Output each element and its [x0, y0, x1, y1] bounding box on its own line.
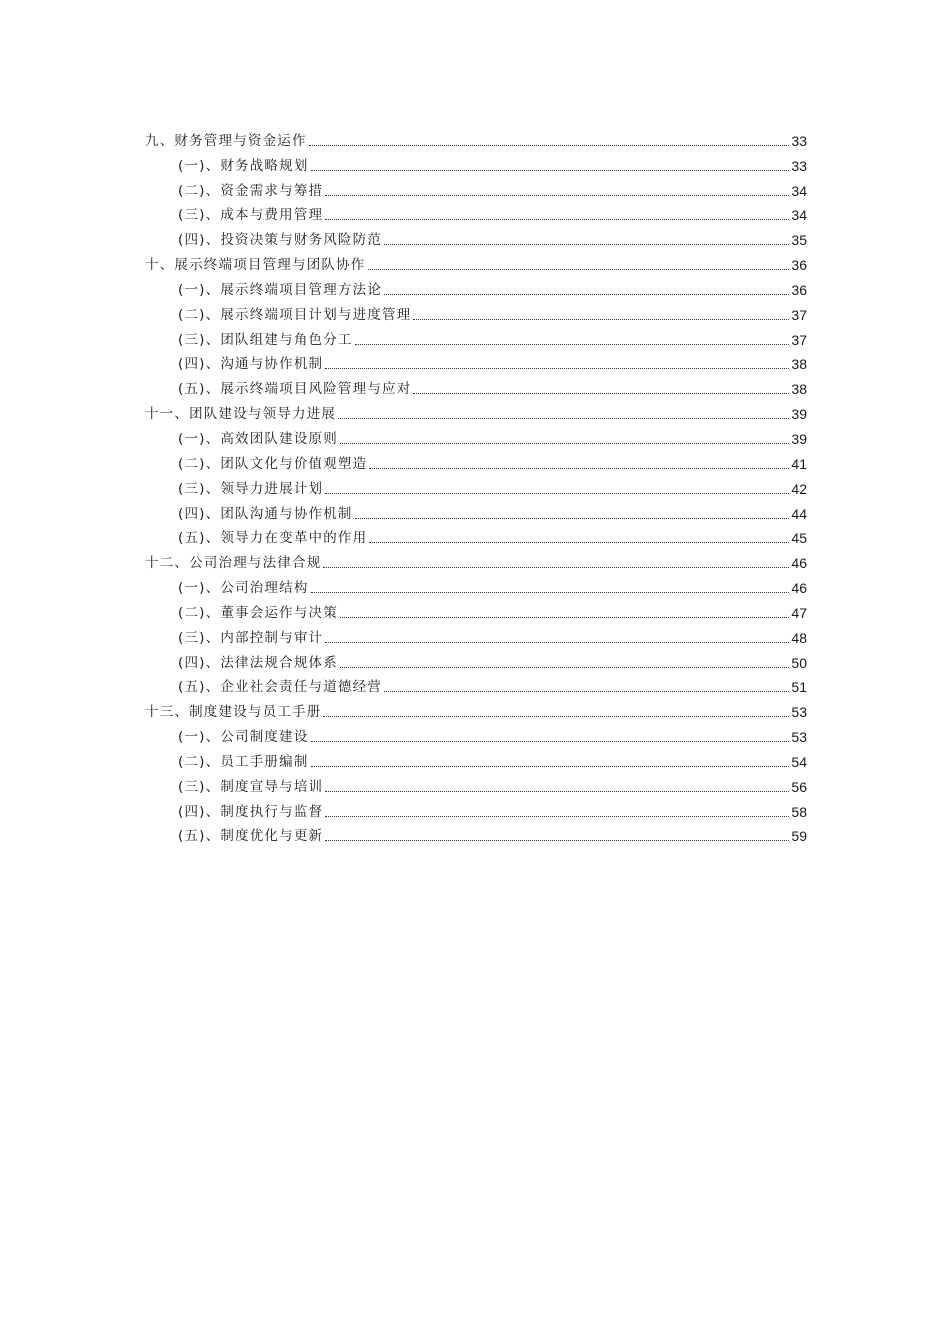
- toc-entry-title: (四)、制度执行与监督: [178, 803, 324, 820]
- toc-section-entry[interactable]: [145, 423, 807, 448]
- toc-page-number: 50: [791, 654, 807, 671]
- toc-dot-leader: [325, 195, 789, 196]
- toc-section-entry[interactable]: [145, 721, 807, 746]
- toc-page-number: 34: [791, 207, 807, 224]
- toc-entry-title: (四)、法律法规合规体系: [178, 654, 338, 671]
- toc-dot-leader: [311, 170, 790, 171]
- toc-section-entry[interactable]: [145, 274, 807, 299]
- toc-entry-title: 十、展示终端项目管理与团队协作: [145, 257, 366, 274]
- toc-entry-title: (二)、董事会运作与决策: [178, 604, 338, 621]
- toc-page-number: 58: [791, 803, 807, 820]
- toc-dot-leader: [311, 741, 790, 742]
- toc-entry-title: (一)、展示终端项目管理方法论: [178, 281, 383, 298]
- toc-section-entry[interactable]: [145, 523, 807, 548]
- toc-entry-title: (五)、企业社会责任与道德经营: [178, 679, 383, 696]
- toc-dot-leader: [325, 219, 789, 220]
- toc-dot-leader: [325, 642, 789, 643]
- toc-dot-leader: [369, 468, 789, 469]
- toc-page-number: 48: [791, 629, 807, 646]
- toc-section-entry[interactable]: [145, 349, 807, 374]
- toc-section-entry[interactable]: [145, 622, 807, 647]
- toc-entry-title: (二)、资金需求与筹措: [178, 182, 324, 199]
- toc-entry-title: (一)、财务战略规划: [178, 157, 309, 174]
- toc-section-entry[interactable]: [145, 572, 807, 597]
- toc-entry-title: (一)、高效团队建设原则: [178, 430, 338, 447]
- toc-entry-title: (三)、成本与费用管理: [178, 207, 324, 224]
- toc-section-entry[interactable]: [145, 498, 807, 523]
- toc-page-number: 51: [791, 679, 807, 696]
- toc-dot-leader: [325, 368, 789, 369]
- toc-page-number: 53: [791, 704, 807, 721]
- toc-entry-title: (一)、公司制度建设: [178, 729, 309, 746]
- toc-page-number: 38: [791, 381, 807, 398]
- toc-section-entry[interactable]: [145, 647, 807, 672]
- toc-dot-leader: [325, 791, 789, 792]
- toc-dot-leader: [338, 418, 789, 419]
- toc-entry-title: (四)、投资决策与财务风险防范: [178, 232, 383, 249]
- toc-page-number: 35: [791, 232, 807, 249]
- toc-dot-leader: [369, 542, 789, 543]
- toc-dot-leader: [309, 145, 790, 146]
- toc-page-number: 36: [791, 257, 807, 274]
- toc-dot-leader: [311, 592, 790, 593]
- toc-dot-leader: [323, 716, 789, 717]
- toc-entry-title: (三)、内部控制与审计: [178, 629, 324, 646]
- toc-section-entry[interactable]: [145, 200, 807, 225]
- toc-section-entry[interactable]: [145, 150, 807, 175]
- toc-dot-leader: [413, 319, 789, 320]
- toc-page-number: 33: [791, 157, 807, 174]
- toc-entry-title: 九、财务管理与资金运作: [145, 132, 307, 149]
- toc-page-number: 38: [791, 356, 807, 373]
- toc-dot-leader: [340, 617, 789, 618]
- toc-dot-leader: [323, 567, 789, 568]
- toc-page-number: 46: [791, 555, 807, 572]
- toc-page-number: 59: [791, 828, 807, 845]
- toc-dot-leader: [325, 816, 789, 817]
- toc-page-number: 45: [791, 530, 807, 547]
- toc-chapter-entry[interactable]: [145, 696, 807, 721]
- toc-page-number: 33: [791, 132, 807, 149]
- toc-entry-title: (三)、制度宣导与培训: [178, 778, 324, 795]
- toc-dot-leader: [325, 840, 789, 841]
- toc-entry-title: (三)、团队组建与角色分工: [178, 331, 353, 348]
- toc-dot-leader: [355, 344, 790, 345]
- toc-entry-title: (三)、领导力进展计划: [178, 480, 324, 497]
- toc-section-entry[interactable]: [145, 299, 807, 324]
- toc-page-number: 56: [791, 778, 807, 795]
- toc-entry-title: 十二、公司治理与法律合规: [145, 555, 322, 572]
- toc-entry-title: 十一、团队建设与领导力进展: [145, 406, 337, 423]
- toc-entry-title: (五)、展示终端项目风险管理与应对: [178, 381, 412, 398]
- toc-chapter-entry[interactable]: [145, 547, 807, 572]
- toc-chapter-entry[interactable]: [145, 125, 807, 150]
- toc-dot-leader: [384, 244, 789, 245]
- toc-section-entry[interactable]: [145, 597, 807, 622]
- toc-entry-title: (一)、公司治理结构: [178, 580, 309, 597]
- toc-dot-leader: [384, 294, 789, 295]
- toc-entry-title: (五)、制度优化与更新: [178, 828, 324, 845]
- toc-section-entry[interactable]: [145, 746, 807, 771]
- toc-page-number: 34: [791, 182, 807, 199]
- toc-section-entry[interactable]: [145, 175, 807, 200]
- toc-dot-leader: [340, 443, 789, 444]
- toc-section-entry[interactable]: [145, 821, 807, 846]
- toc-page-number: 47: [791, 604, 807, 621]
- toc-page-number: 42: [791, 480, 807, 497]
- table-of-contents: [145, 125, 807, 845]
- toc-page-number: 41: [791, 455, 807, 472]
- toc-entry-title: (五)、领导力在变革中的作用: [178, 530, 368, 547]
- toc-page-number: 37: [791, 306, 807, 323]
- toc-chapter-entry[interactable]: [145, 249, 807, 274]
- toc-dot-leader: [340, 667, 789, 668]
- toc-section-entry[interactable]: [145, 448, 807, 473]
- toc-page-number: 54: [791, 753, 807, 770]
- toc-page-number: 53: [791, 729, 807, 746]
- toc-section-entry[interactable]: [145, 672, 807, 697]
- toc-entry-title: (四)、团队沟通与协作机制: [178, 505, 353, 522]
- toc-section-entry[interactable]: [145, 473, 807, 498]
- toc-dot-leader: [384, 691, 789, 692]
- toc-entry-title: (四)、沟通与协作机制: [178, 356, 324, 373]
- toc-page-number: 39: [791, 430, 807, 447]
- toc-dot-leader: [368, 269, 790, 270]
- toc-dot-leader: [311, 766, 790, 767]
- toc-section-entry[interactable]: [145, 324, 807, 349]
- toc-entry-title: 十三、制度建设与员工手册: [145, 704, 322, 721]
- toc-dot-leader: [413, 393, 789, 394]
- toc-entry-title: (二)、员工手册编制: [178, 753, 309, 770]
- toc-entry-title: (二)、团队文化与价值观塑造: [178, 455, 368, 472]
- toc-section-entry[interactable]: [145, 771, 807, 796]
- toc-section-entry[interactable]: [145, 224, 807, 249]
- toc-page-number: 44: [791, 505, 807, 522]
- toc-dot-leader: [355, 518, 790, 519]
- toc-entry-title: (二)、展示终端项目计划与进度管理: [178, 306, 412, 323]
- toc-page-number: 37: [791, 331, 807, 348]
- toc-section-entry[interactable]: [145, 373, 807, 398]
- toc-page-number: 46: [791, 580, 807, 597]
- toc-page-number: 36: [791, 281, 807, 298]
- toc-dot-leader: [325, 493, 789, 494]
- toc-section-entry[interactable]: [145, 796, 807, 821]
- toc-page-number: 39: [791, 406, 807, 423]
- toc-chapter-entry[interactable]: [145, 398, 807, 423]
